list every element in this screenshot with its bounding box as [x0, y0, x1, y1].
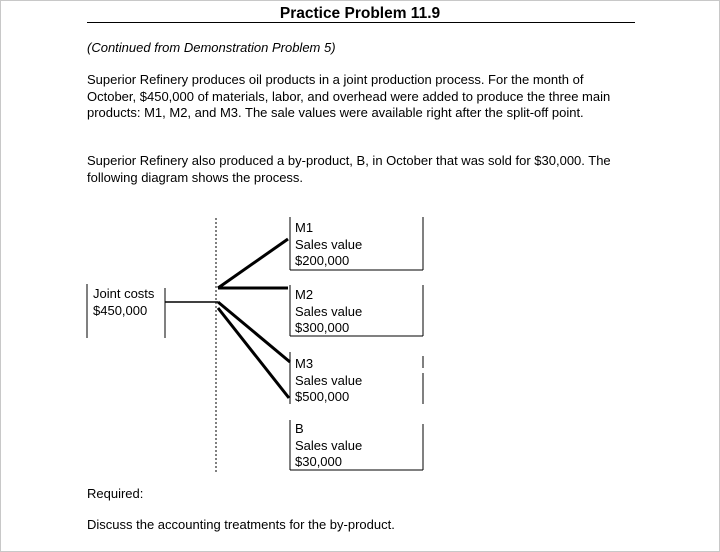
problem-paragraph-1: Superior Refinery produces oil products in a joint production process. For the month of October, $450,000 of materials, labor, and overhead were added to produce the three main products: M1, M2, and M3. The sale values were available right after the split-off point. — [87, 72, 611, 120]
product-name: M3 — [295, 356, 314, 371]
sales-value-label: Sales value — [295, 372, 363, 388]
product-box-m2 — [295, 287, 362, 337]
required-heading: Required: — [87, 486, 144, 501]
sales-value-label: Sales value — [295, 236, 363, 252]
task-text: Discuss the accounting treatments for the by-product. — [87, 517, 395, 532]
continuation-note: (Continued from Demonstration Problem 5) — [87, 40, 336, 55]
page-title: Practice Problem 11.9 — [279, 5, 441, 22]
product-name: M1 — [295, 220, 314, 235]
product-name: M2 — [295, 287, 314, 302]
sales-value-amount: $200,000 — [295, 253, 350, 268]
sales-value-amount: $30,000 — [295, 454, 342, 469]
joint-costs-box — [93, 286, 154, 319]
joint-costs-label: Joint costs — [93, 286, 155, 301]
product-box-m3 — [295, 356, 362, 406]
sales-value-amount: $300,000 — [295, 320, 350, 335]
product-box-m1 — [295, 220, 362, 270]
joint-costs-amount: $450,000 — [93, 302, 148, 318]
problem-paragraph-2: Superior Refinery also produced a by-product, B, in October that was sold for $30,000. The following diagram shows the process. — [87, 153, 611, 185]
branch-m1 — [218, 239, 288, 288]
sales-value-label: Sales value — [295, 303, 363, 319]
sales-value-label: Sales value — [295, 437, 363, 453]
by-product-box-b — [295, 421, 362, 471]
product-name: B — [295, 421, 304, 436]
sales-value-amount: $500,000 — [295, 389, 350, 404]
